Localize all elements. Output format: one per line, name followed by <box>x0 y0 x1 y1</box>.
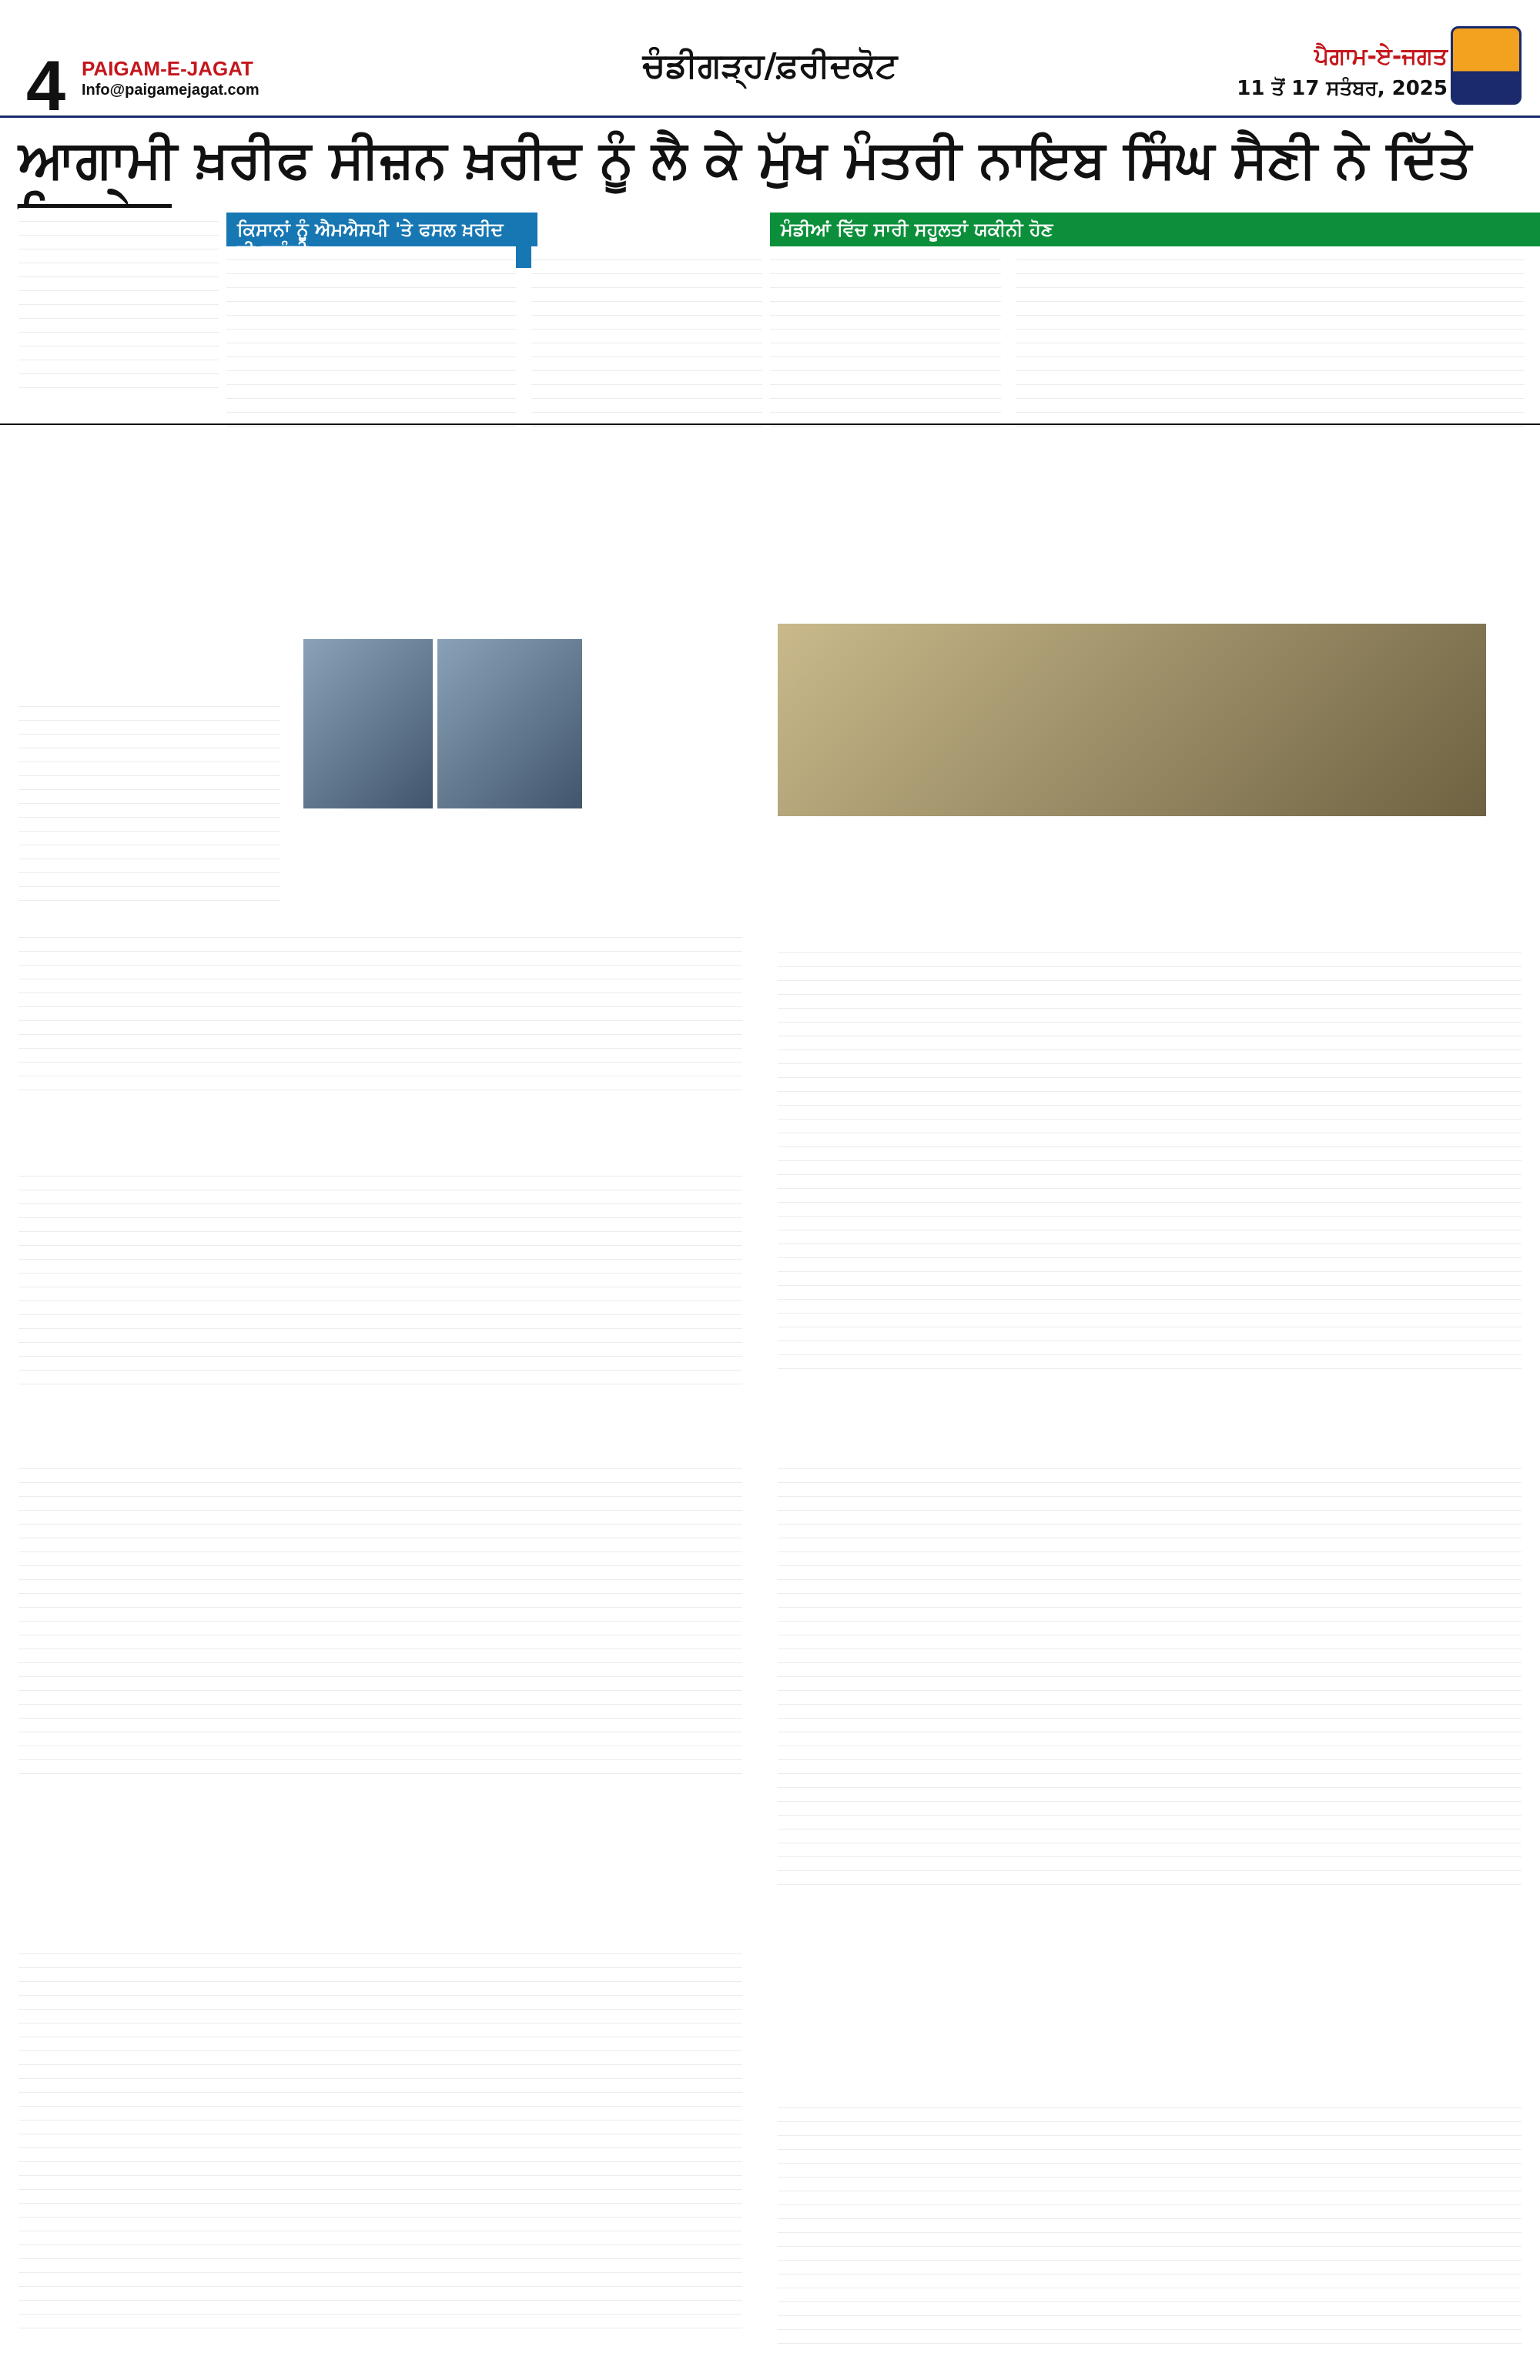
article-text <box>1016 246 1525 439</box>
subhead-label: ਮੰਡੀਆਂ ਵਿੱਚ ਸਾਰੀ ਸਹੂਲਤਾਂ ਯਕੀਨੀ ਹੋਣ <box>770 213 1540 246</box>
lead-headline: ਆਗਾਮੀ ਖ਼ਰੀਫ ਸੀਜ਼ਨ ਖ਼ਰੀਦ ਨੂੰ ਲੈ ਕੇ ਮੁੱਖ ਮੰਤਰੀ ਨਾਇਬ ਸਿੰਘ ਸੈਣੀ ਨੇ ਦਿੱਤੇ <box>18 129 1471 190</box>
masthead <box>0 0 1540 126</box>
issue-date: 11 ਤੋਂ 17 ਸਤੰਬਰ, 2025 <box>1237 77 1448 100</box>
article-text <box>778 2094 1522 2348</box>
article-text <box>778 1455 1522 1886</box>
article-text <box>531 246 762 439</box>
divider <box>0 423 1540 425</box>
article-text <box>18 693 280 909</box>
subhead-label: ਕਿਸਾਨਾਂ ਨੂੰ ਐਮਐਸਪੀ 'ਤੇ ਫਸਲ ਖ਼ਰੀਦ <box>226 213 537 268</box>
article-text <box>18 1940 742 2341</box>
article-text <box>770 246 1001 439</box>
article-text <box>18 924 742 1101</box>
article-text <box>18 1455 742 1779</box>
brand-name-right: ਪੈਗਾਮ-ਏ-ਜਗਤ <box>1314 43 1448 70</box>
news-photo <box>778 624 1486 816</box>
portrait-photo <box>303 639 433 808</box>
article-text <box>226 246 516 439</box>
portrait-photo <box>437 639 582 808</box>
newspaper-logo-icon <box>1451 26 1522 105</box>
brand-name: PAIGAM-E-JAGAT <box>82 57 253 80</box>
article-text <box>778 939 1522 1371</box>
article-text <box>18 208 219 400</box>
article-text <box>18 1163 742 1386</box>
section-title: ਚੰਡੀਗੜ੍ਹ/ਫ਼ਰੀਦਕੋਟ <box>642 46 898 85</box>
page-number: 4 <box>26 47 66 126</box>
brand-email: Info@paigamejagat.com <box>82 82 259 99</box>
